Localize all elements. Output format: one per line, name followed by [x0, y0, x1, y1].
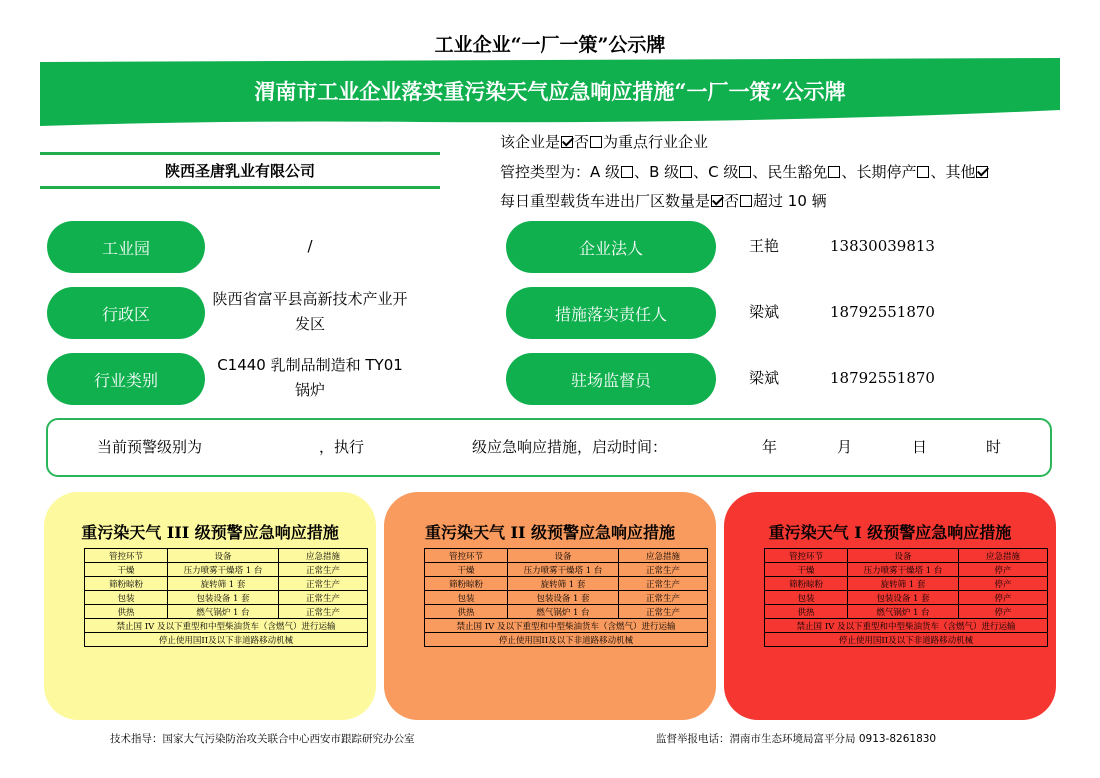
control-type-checkbox[interactable] [917, 166, 929, 178]
control-type-label: B 级 [649, 163, 680, 181]
table-cell: 干燥 [425, 563, 508, 577]
panel-title: 重污染天气 III 级预警应急响应措施 [81, 523, 339, 542]
month-label: 月 [837, 438, 853, 456]
table-header-cell: 设备 [168, 549, 279, 563]
table-row [85, 563, 368, 577]
table-cell: 包装设备 1 套 [168, 591, 279, 605]
control-type-label: 民生豁免 [767, 163, 828, 181]
panel-title: 重污染天气 II 级预警应急响应措施 [424, 523, 676, 542]
table-note-row [425, 633, 708, 647]
table-row [425, 577, 708, 591]
table-cell: 正常生产 [279, 577, 368, 591]
table-cell: 正常生产 [279, 563, 368, 577]
field-label-industry-type: 行业类别 [47, 353, 205, 405]
table-cell: 包装设备 1 套 [508, 591, 619, 605]
table-row [85, 605, 368, 619]
table-row [425, 605, 708, 619]
table-cell: 正常生产 [619, 563, 708, 577]
table-header-cell: 应急措施 [279, 549, 368, 563]
table-cell: 正常生产 [619, 577, 708, 591]
control-type-line [500, 161, 989, 182]
control-type-checkbox[interactable] [976, 166, 988, 178]
table-cell: 正常生产 [619, 605, 708, 619]
table-note-row [85, 619, 368, 633]
responsible-person-phone: 18792551870 [830, 303, 935, 321]
table-row [765, 577, 1048, 591]
table-note-cell: 停止使用国II及以下非道路移动机械 [425, 633, 708, 647]
divider-line [40, 186, 440, 189]
table-row [85, 591, 368, 605]
panel-title: 重污染天气 I 级预警应急响应措施 [768, 523, 1012, 542]
table-cell: 压力喷雾干燥塔 1 台 [848, 563, 959, 577]
truck-yes-checkbox[interactable] [711, 195, 723, 207]
legal-person-name: 王艳 [749, 237, 780, 255]
table-note-cell: 停止使用国II及以下非道路移动机械 [765, 633, 1048, 647]
supervisor-name: 梁斌 [749, 369, 780, 387]
key-industry-yes-checkbox[interactable] [561, 136, 573, 148]
field-value-industry-type: C1440 乳制品制造和 TY01 锅炉 [217, 356, 403, 399]
table-cell: 燃气锅炉 1 台 [848, 605, 959, 619]
table-cell: 停产 [959, 563, 1048, 577]
page-top-title: 工业企业“一厂一策”公示牌 [434, 34, 666, 56]
control-type-checkbox[interactable] [739, 166, 751, 178]
key-industry-line [500, 131, 708, 152]
control-type-prefix: 管控类型为： [500, 163, 591, 181]
table-cell: 干燥 [765, 563, 848, 577]
control-type-label: 其他 [945, 163, 976, 181]
table-cell: 压力喷雾干燥塔 1 台 [508, 563, 619, 577]
truck-no-label: 否 [724, 192, 740, 210]
table-header-cell: 管控环节 [425, 549, 508, 563]
table-header-cell: 应急措施 [959, 549, 1048, 563]
table-cell: 燃气锅炉 1 台 [168, 605, 279, 619]
table-note-cell: 停止使用国II及以下非道路移动机械 [85, 633, 368, 647]
separator: 、 [693, 163, 709, 181]
execute-label: ，执行 [319, 438, 365, 456]
table-cell: 压力喷雾干燥塔 1 台 [168, 563, 279, 577]
response-panel-2 [384, 492, 716, 720]
key-industry-prefix: 该企业是 [500, 133, 561, 151]
table-cell: 停产 [959, 591, 1048, 605]
year-label: 年 [762, 438, 778, 456]
control-type-label: A 级 [590, 163, 621, 181]
field-label-responsible-person: 措施落实责任人 [506, 287, 716, 339]
truck-line [500, 190, 827, 211]
table-cell: 旋转筛 1 套 [508, 577, 619, 591]
key-industry-suffix: 为重点行业企业 [603, 133, 709, 151]
supervisor-phone: 18792551870 [830, 369, 935, 387]
legal-person-phone: 13830039813 [830, 237, 935, 255]
control-type-checkbox[interactable] [680, 166, 692, 178]
divider-line [40, 152, 440, 155]
control-type-checkbox[interactable] [828, 166, 840, 178]
banner-title: 渭南市工业企业落实重污染天气应急响应措施“一厂一策”公示牌 [254, 79, 846, 104]
table-note-row [765, 619, 1048, 633]
table-cell: 筛粉晾粉 [85, 577, 168, 591]
table-header-cell: 应急措施 [619, 549, 708, 563]
control-type-label: C 级 [708, 163, 739, 181]
table-cell: 正常生产 [279, 605, 368, 619]
table-note-row [765, 633, 1048, 647]
separator: 、 [752, 163, 768, 181]
field-label-supervisor: 驻场监督员 [506, 353, 716, 405]
table-cell: 包装 [425, 591, 508, 605]
responsible-person-name: 梁斌 [749, 303, 780, 321]
table-cell: 停产 [959, 577, 1048, 591]
table-row [425, 563, 708, 577]
company-name: 陕西圣唐乳业有限公司 [164, 162, 315, 180]
table-note-cell: 禁止国 IV 及以下重型和中型柴油货车（含燃气）进行运输 [765, 619, 1048, 633]
separator: 、 [930, 163, 946, 181]
response-panel-1 [44, 492, 376, 720]
table-cell: 供热 [425, 605, 508, 619]
table-row [85, 577, 368, 591]
table-cell: 正常生产 [619, 591, 708, 605]
table-note-row [425, 619, 708, 633]
control-type-label: 长期停产 [856, 163, 917, 181]
table-row [765, 591, 1048, 605]
control-type-options [590, 163, 989, 181]
table-cell: 筛粉晾粉 [425, 577, 508, 591]
table-note-cell: 禁止国 IV 及以下重型和中型柴油货车（含燃气）进行运输 [425, 619, 708, 633]
truck-no-checkbox[interactable] [740, 195, 752, 207]
footer-hotline: 监督举报电话：渭南市生态环境局富平分局 0913-8261830 [656, 733, 937, 745]
table-header-row [425, 549, 708, 563]
table-cell: 停产 [959, 605, 1048, 619]
table-header-cell: 管控环节 [765, 549, 848, 563]
separator: 、 [634, 163, 650, 181]
table-cell: 旋转筛 1 套 [848, 577, 959, 591]
measures-label: 级应急响应措施，启动时间： [472, 438, 668, 456]
separator: 、 [841, 163, 857, 181]
field-label-industrial-park: 工业园 [47, 221, 205, 273]
key-industry-no-label: 否 [574, 133, 590, 151]
table-row [765, 605, 1048, 619]
table-header-cell: 设备 [508, 549, 619, 563]
table-cell: 干燥 [85, 563, 168, 577]
measures-table [84, 548, 368, 647]
measures-table [764, 548, 1048, 647]
field-value-district: 陕西省富平县高新技术产业开发区 [212, 290, 408, 333]
field-value-industrial-park: / [307, 237, 313, 255]
table-note-row [85, 633, 368, 647]
table-cell: 包装 [85, 591, 168, 605]
field-label-district: 行政区 [47, 287, 205, 339]
day-label: 日 [912, 438, 928, 456]
table-cell: 供热 [85, 605, 168, 619]
table-cell: 供热 [765, 605, 848, 619]
table-cell: 燃气锅炉 1 台 [508, 605, 619, 619]
truck-suffix: 超过 10 辆 [753, 192, 827, 210]
key-industry-no-checkbox[interactable] [590, 136, 602, 148]
measures-table [424, 548, 708, 647]
current-level-label: 当前预警级别为 [97, 438, 203, 456]
truck-prefix: 每日重型载货车进出厂区数量是 [500, 192, 711, 210]
table-row [765, 563, 1048, 577]
hour-label: 时 [986, 438, 1002, 456]
table-header-row [765, 549, 1048, 563]
table-cell: 包装设备 1 套 [848, 591, 959, 605]
table-header-cell: 设备 [848, 549, 959, 563]
table-cell: 正常生产 [279, 591, 368, 605]
table-cell: 包装 [765, 591, 848, 605]
footer-tech-guidance: 技术指导：国家大气污染防治攻关联合中心西安市跟踪研究办公室 [110, 733, 415, 745]
response-panel-3 [724, 492, 1056, 720]
table-row [425, 591, 708, 605]
table-cell: 旋转筛 1 套 [168, 577, 279, 591]
table-cell: 筛粉晾粉 [765, 577, 848, 591]
field-label-legal-person: 企业法人 [506, 221, 716, 273]
table-note-cell: 禁止国 IV 及以下重型和中型柴油货车（含燃气）进行运输 [85, 619, 368, 633]
control-type-checkbox[interactable] [621, 166, 633, 178]
table-header-cell: 管控环节 [85, 549, 168, 563]
table-header-row [85, 549, 368, 563]
